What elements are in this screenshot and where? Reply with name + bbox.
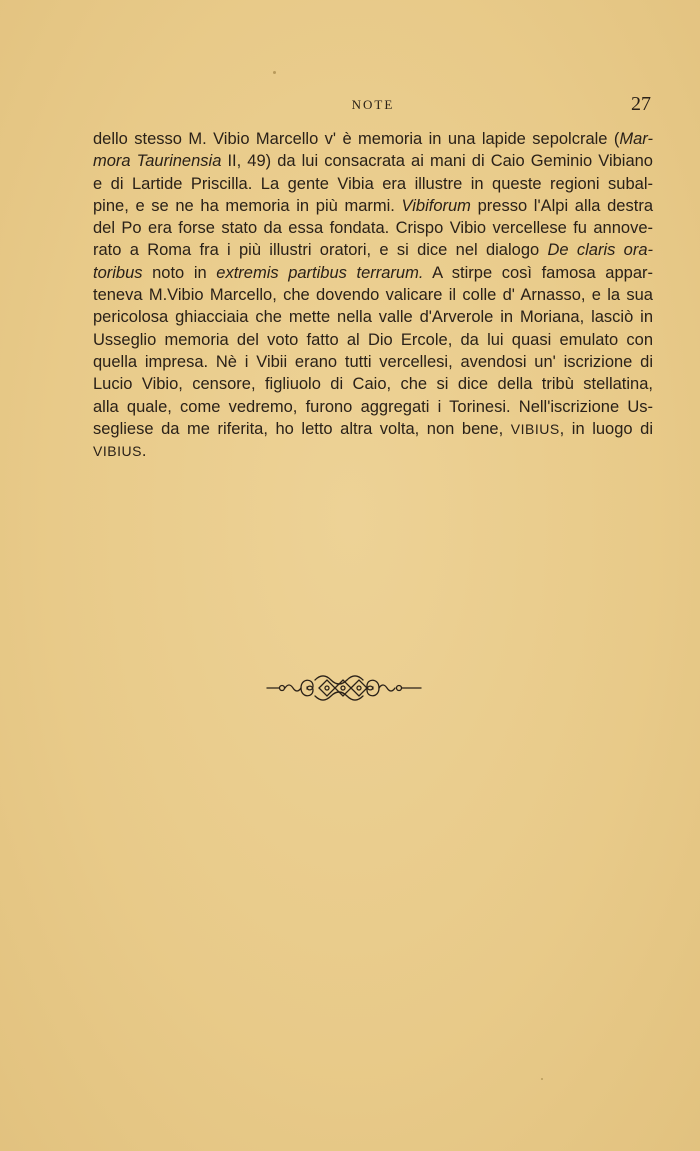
text-run: quella impresa. Nè i Vibii erano tutti vercellesi, avendosi un' iscrizione di (93, 352, 653, 371)
text-run: rato a Roma fra i più illustri oratori, e si dice nel dialogo (93, 241, 548, 260)
text-run: teneva M.Vibio Marcello, che dovendo valicare il colle d' Arnasso, e la sua (93, 286, 653, 305)
text-line (93, 284, 653, 306)
text-run: II, 49) da lui consacrata ai mani di Caio Geminio Vibiano (221, 152, 653, 171)
text-run: alla quale, come vedremo, furono aggregati i Torinesi. Nell'iscrizione Us- (93, 397, 653, 416)
paper-speck (541, 1078, 543, 1080)
small-caps-run: VIBIUS (93, 443, 142, 460)
text-line (93, 239, 653, 261)
text-run: noto in (142, 263, 217, 282)
paper-speck (273, 71, 276, 74)
text-line (93, 173, 653, 195)
text-run: pericolosa ghiacciaia che mette nella valle d'Arverole in Moriana, lasciò in (93, 308, 653, 327)
text-run: Lucio Vibio, censore, figliuolo di Caio, che si dice della tribù stellatina, (93, 375, 653, 394)
running-title: NOTE (351, 97, 395, 112)
text-line (93, 351, 653, 373)
fleuron-ornament-icon (265, 668, 425, 708)
text-line (93, 217, 653, 239)
text-line (93, 262, 653, 284)
text-run: del Po era forse stato da essa fondata. Crispo Vibio vercellese fu annove- (93, 219, 653, 238)
italic-run: Mar- (619, 130, 653, 148)
text-run: , in luogo di (559, 419, 653, 438)
small-caps-run: VIBIUS (510, 420, 560, 437)
italic-run: De claris ora- (547, 241, 653, 260)
italic-run: toribus (93, 263, 143, 282)
text-run: pine, e se ne ha memoria in più marmi. (93, 196, 402, 215)
text-run: e di Lartide Priscilla. La gente Vibia era illustre in queste regioni subal- (93, 174, 653, 193)
running-head (93, 93, 653, 117)
text-line (93, 329, 653, 351)
text-line (93, 373, 653, 395)
text-line (93, 150, 653, 172)
text-run: . (141, 442, 147, 461)
page-number: 27 (631, 93, 651, 115)
text-line (93, 418, 653, 440)
text-run: Usseglio memoria del voto fatto al Dio Ercole, da lui quasi emulato con (93, 330, 653, 349)
note-paragraph (93, 128, 653, 462)
text-line (93, 306, 653, 328)
italic-run: mora Taurinensia (93, 152, 222, 171)
text-line (93, 440, 653, 462)
text-run: A stirpe così famosa appar- (423, 263, 653, 282)
text-run: presso l'Alpi alla destra (470, 196, 653, 215)
italic-run: extremis partibus terrarum. (216, 263, 424, 282)
italic-run: Vibiforum (401, 196, 471, 215)
text-run: segliese da me riferita, ho letto altra volta, non bene, (93, 419, 511, 438)
text-line (93, 396, 653, 418)
text-line (93, 128, 653, 150)
text-line (93, 195, 653, 217)
text-run: dello stesso M. Vibio Marcello v' è memoria in una lapide sepolcrale ( (93, 130, 620, 148)
